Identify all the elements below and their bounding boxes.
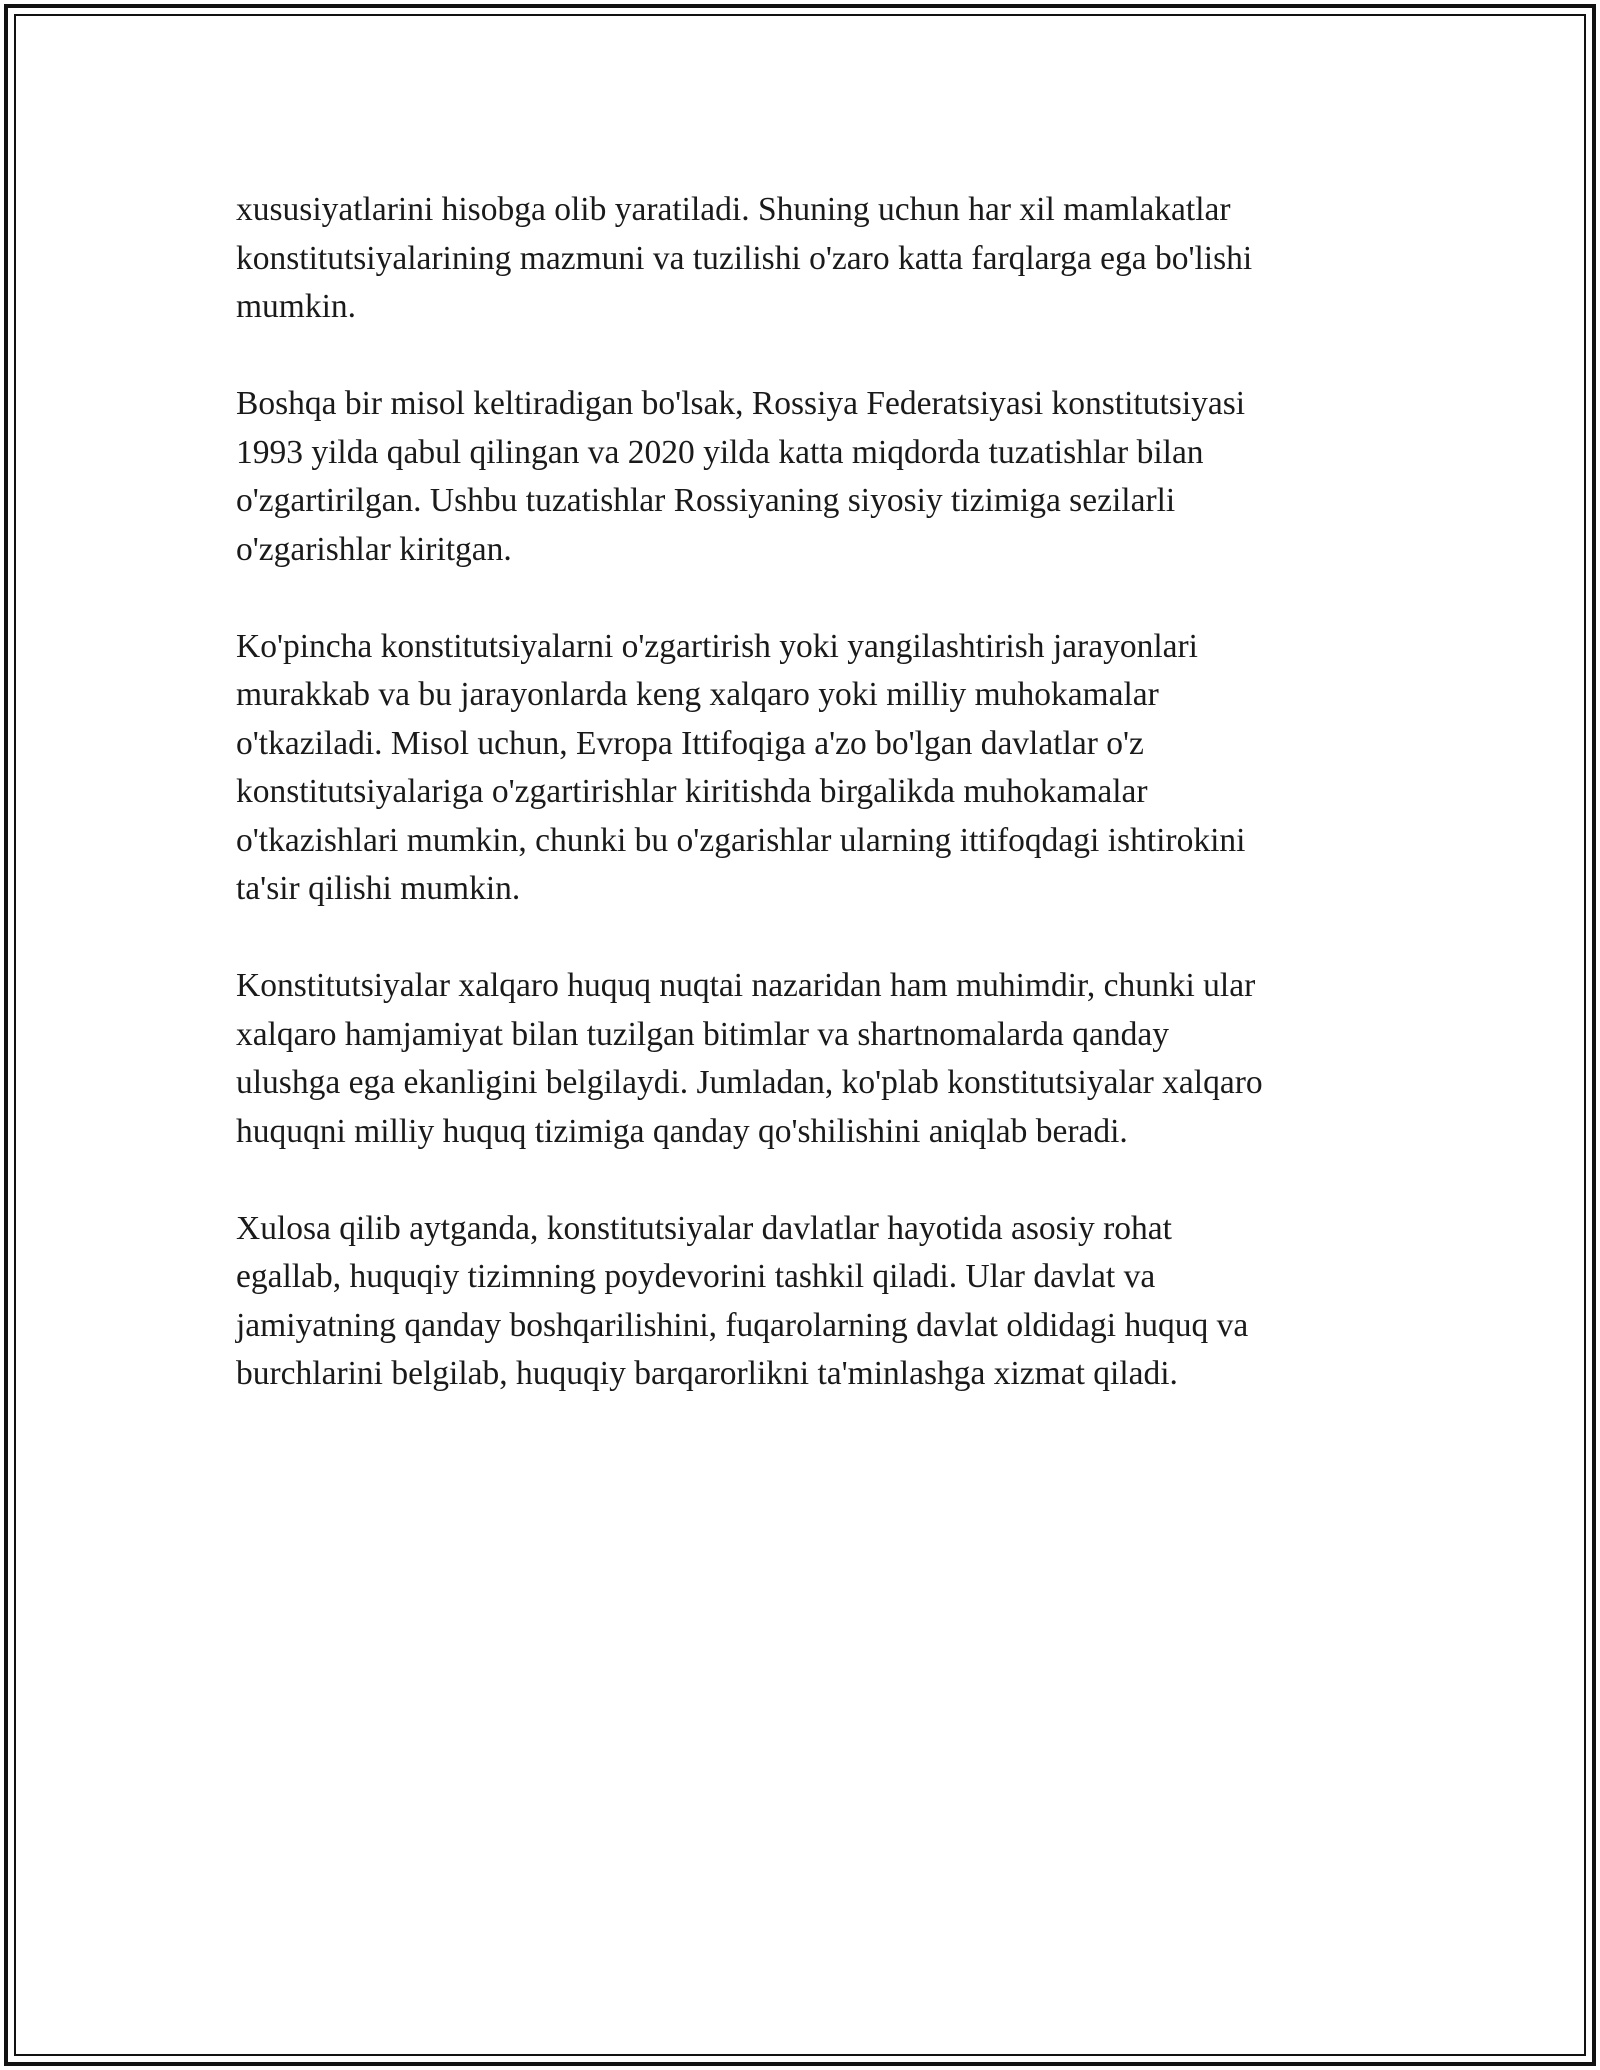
document-body (236, 186, 1376, 1447)
text-line: konstitutsiyalariga o'zgartirishlar kiritishda birgalikda muhokamalar (236, 773, 1148, 810)
text-line: konstitutsiyalarining mazmuni va tuzilishi o'zaro katta farqlarga ega bo'lishi (236, 239, 1253, 277)
text-line: o'zgarishlar kiritgan. (236, 530, 512, 568)
paragraph-4 (236, 962, 1376, 1156)
text-line: Boshqa bir misol keltiradigan bo'lsak, Rossiya Federatsiyasi konstitutsiyasi (236, 385, 1246, 422)
text-line: ta'sir qilishi mumkin. (236, 870, 521, 907)
text-line: 1993 yilda qabul qilingan va 2020 yilda katta miqdorda tuzatishlar bilan (236, 433, 1204, 471)
text-line: o'zgartirilgan. Ushbu tuzatishlar Rossiyaning siyosiy tizimiga sezilarli (236, 482, 1176, 519)
text-line: jamiyatning qanday boshqarilishini, fuqarolarning davlat oldidagi huquq va (236, 1306, 1249, 1344)
paragraph-2 (236, 380, 1376, 574)
text-line: huquqni milliy huquq tizimiga qanday qo'shilishini aniqlab beradi. (236, 1112, 1128, 1150)
text-line: burchlarini belgilab, huquqiy barqarorlikni ta'minlashga xizmat qiladi. (236, 1355, 1178, 1392)
text-line: o'tkaziladi. Misol uchun, Evropa Ittifoqiga a'zo bo'lgan davlatlar o'z (236, 724, 1144, 762)
text-line: egallab, huquqiy tizimning poydevorini tashkil qiladi. Ular davlat va (236, 1258, 1156, 1295)
paragraph-3 (236, 623, 1376, 914)
text-line: ulushga ega ekanligini belgilaydi. Jumladan, ko'plab konstitutsiyalar xalqaro (236, 1064, 1263, 1101)
text-line: murakkab va bu jarayonlarda keng xalqaro yoki milliy muhokamalar (236, 676, 1159, 713)
text-line: Ko'pincha konstitutsiyalarni o'zgartirish yoki yangilashtirish jarayonlari (236, 627, 1198, 665)
text-line: o'tkazishlari mumkin, chunki bu o'zgarishlar ularning ittifoqdagi ishtirokini (236, 821, 1246, 859)
text-line: xususiyatlarini hisobga olib yaratiladi. Shuning uchun har xil mamlakatlar (236, 191, 1231, 228)
paragraph-1 (236, 186, 1376, 332)
paragraph-5 (236, 1205, 1376, 1399)
text-line: xalqaro hamjamiyat bilan tuzilgan bitimlar va shartnomalarda qanday (236, 1015, 1170, 1053)
text-line: mumkin. (236, 288, 357, 325)
text-line: Konstitutsiyalar xalqaro huquq nuqtai nazaridan ham muhimdir, chunki ular (236, 967, 1256, 1004)
text-line: Xulosa qilib aytganda, konstitutsiyalar davlatlar hayotida asosiy rohat (236, 1209, 1172, 1247)
